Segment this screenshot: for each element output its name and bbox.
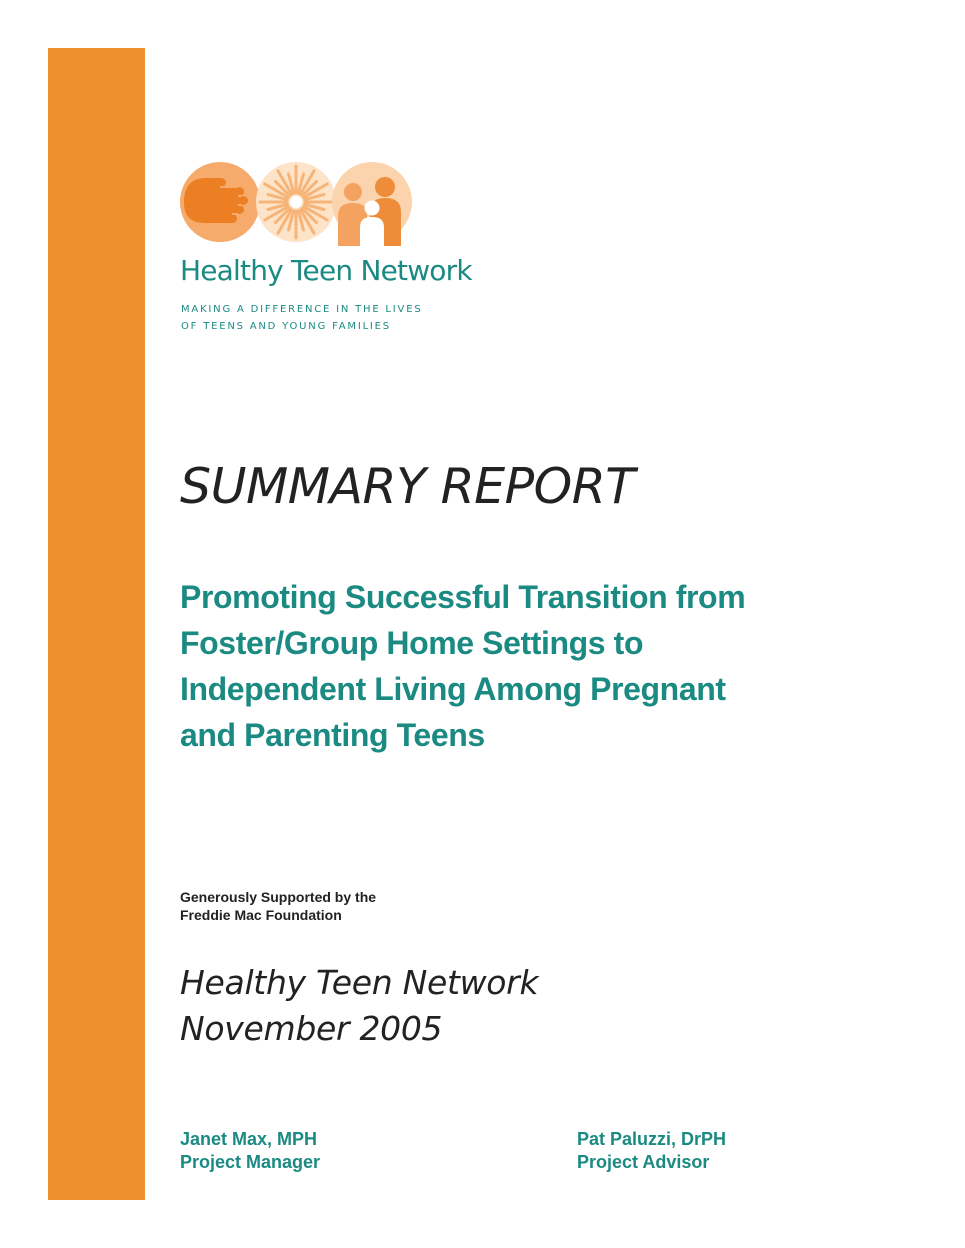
sunburst-circle-icon: [256, 162, 336, 242]
support-note: [180, 888, 376, 924]
report-title: SUMMARY REPORT: [180, 458, 635, 515]
hand-circle-icon: [180, 162, 260, 242]
person-role: Project Advisor: [577, 1152, 710, 1172]
person-name: Janet Max, MPH: [180, 1129, 318, 1149]
subtitle-line: Independent Living Among Pregnant: [180, 671, 726, 707]
person-role: Project Manager: [180, 1152, 321, 1172]
orange-side-bar: [48, 48, 145, 1200]
tagline-line: MAKING A DIFFERENCE IN THE LIVES: [181, 304, 423, 315]
org-tagline: [181, 301, 422, 335]
family-circle-icon: [332, 162, 412, 248]
person-name: Pat Paluzzi, DrPH: [577, 1129, 727, 1149]
subtitle-line: Promoting Successful Transition from: [180, 579, 746, 615]
publisher-block: [180, 960, 538, 1052]
org-name: Healthy Teen Network: [180, 254, 472, 287]
support-line: Freddie Mac Foundation: [180, 907, 342, 923]
subtitle-line: Foster/Group Home Settings to: [180, 625, 644, 661]
person-project-advisor: [577, 1128, 726, 1174]
healthy-teen-network-logo: [180, 160, 416, 248]
publisher-name: Healthy Teen Network: [180, 963, 539, 1002]
person-project-manager: [180, 1128, 320, 1174]
tagline-line: OF TEENS AND YOUNG FAMILIES: [181, 321, 391, 332]
publication-date: November 2005: [180, 1009, 443, 1048]
report-subtitle: [180, 574, 800, 758]
support-line: Generously Supported by the: [180, 889, 377, 905]
subtitle-line: and Parenting Teens: [180, 717, 485, 753]
